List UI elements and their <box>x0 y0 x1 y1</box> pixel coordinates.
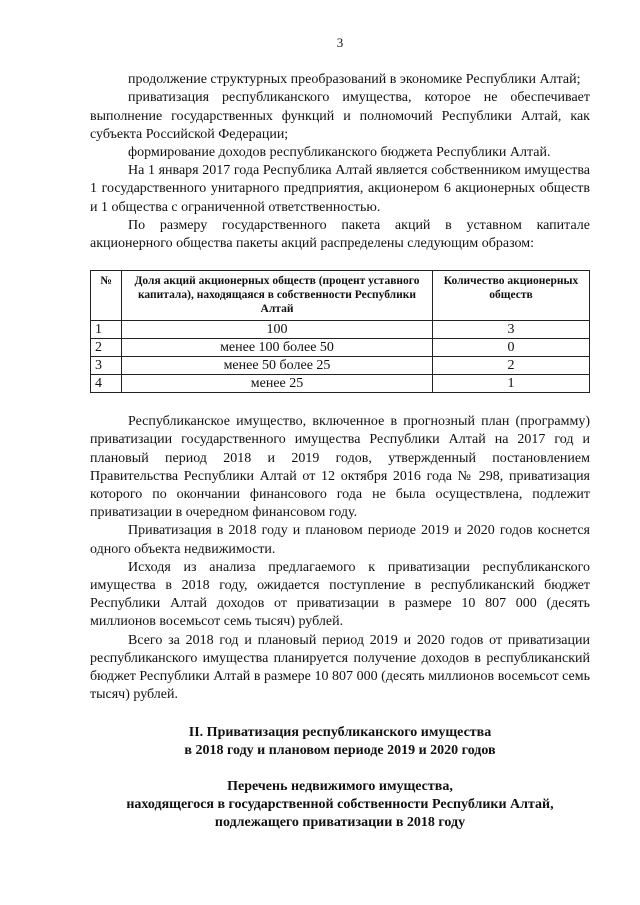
list-heading-line: подлежащего приватизации в 2018 году <box>214 815 466 831</box>
share-cell: менее 50 более 25 <box>122 357 433 375</box>
paragraph: По размеру государственного пакета акций в уставном капитале акционерного общества пакеты акций распределены следующим образом: <box>90 217 590 252</box>
list-heading-line: находящегося в государственной собственности Республики Алтай, <box>126 797 554 813</box>
section-heading <box>90 724 590 760</box>
paragraph: Исходя из анализа предлагаемого к приватизации республиканского имущества в 2018 году, ожидается поступление в республиканский бюджет Республики Алтай доходов от приватизации в размере 10 807 000 (десять миллионов восемьсот семь тысяч) рублей. <box>90 559 590 630</box>
share-cell: 100 <box>122 321 433 339</box>
row-number: 2 <box>91 339 122 357</box>
paragraph: Приватизация в 2018 году и плановом периоде 2019 и 2020 годов коснется одного объекта недвижимости. <box>90 523 590 557</box>
table-row <box>91 375 590 393</box>
count-cell: 0 <box>433 339 590 357</box>
row-number: 1 <box>91 321 122 339</box>
column-header-count: Количество акционерных обществ <box>433 271 590 321</box>
row-number: 4 <box>91 375 122 393</box>
shares-table <box>90 270 590 393</box>
table-row <box>91 357 590 375</box>
section-heading-line: II. Приватизация республиканского имущества <box>188 725 492 741</box>
count-cell: 3 <box>433 321 590 339</box>
list-heading <box>90 778 590 832</box>
row-number: 3 <box>91 357 122 375</box>
list-heading-line: Перечень недвижимого имущества, <box>227 779 453 795</box>
share-cell: менее 25 <box>122 375 433 393</box>
share-cell: менее 100 более 50 <box>122 339 433 357</box>
table-header-row <box>91 271 590 321</box>
paragraph: Республиканское имущество, включенное в прогнозный план (программу) приватизации государственного имущества Республики Алтай на 2017 год и плановый период 2018 и 2019 годов, утвержденный постановлением Правительства Республики Алтай от 12 октября 2016 года № 298, приватизация которого по окончании финансового года не была осуществлена, подлежит приватизации в очередном финансовом году. <box>90 414 590 521</box>
count-cell: 2 <box>433 357 590 375</box>
paragraph: формирование доходов республиканского бюджета Республики Алтай. <box>128 145 551 161</box>
paragraph: продолжение структурных преобразований в экономике Республики Алтай; <box>128 72 581 88</box>
column-header-number: № <box>91 271 122 321</box>
paragraph: На 1 января 2017 года Республика Алтай является собственником имущества 1 государственного унитарного предприятия, акционером 6 акционерных обществ и 1 общества с ограниченной ответственностью. <box>90 163 590 215</box>
count-cell: 1 <box>433 375 590 393</box>
section-heading-line: в 2018 году и плановом периоде 2019 и 2020 годов <box>184 743 496 759</box>
table-row <box>91 321 590 339</box>
column-header-share: Доля акций акционерных обществ (процент уставного капитала), находящаяся в собственности Республики Алтай <box>122 271 433 321</box>
paragraph: Всего за 2018 год и плановый период 2019 и 2020 годов от приватизации республиканского имущества планируется получение доходов в республиканский бюджет Республики Алтай в размере 10 807 000 (десять миллионов восемьсот семь тысяч) рублей. <box>90 632 590 703</box>
table-row <box>91 339 590 357</box>
paragraph: приватизация республиканского имущества, которое не обеспечивает выполнение государственных функций и полномочий Республики Алтай, как субъекта Российской Федерации; <box>90 90 590 142</box>
page-number: 3 <box>336 35 344 50</box>
